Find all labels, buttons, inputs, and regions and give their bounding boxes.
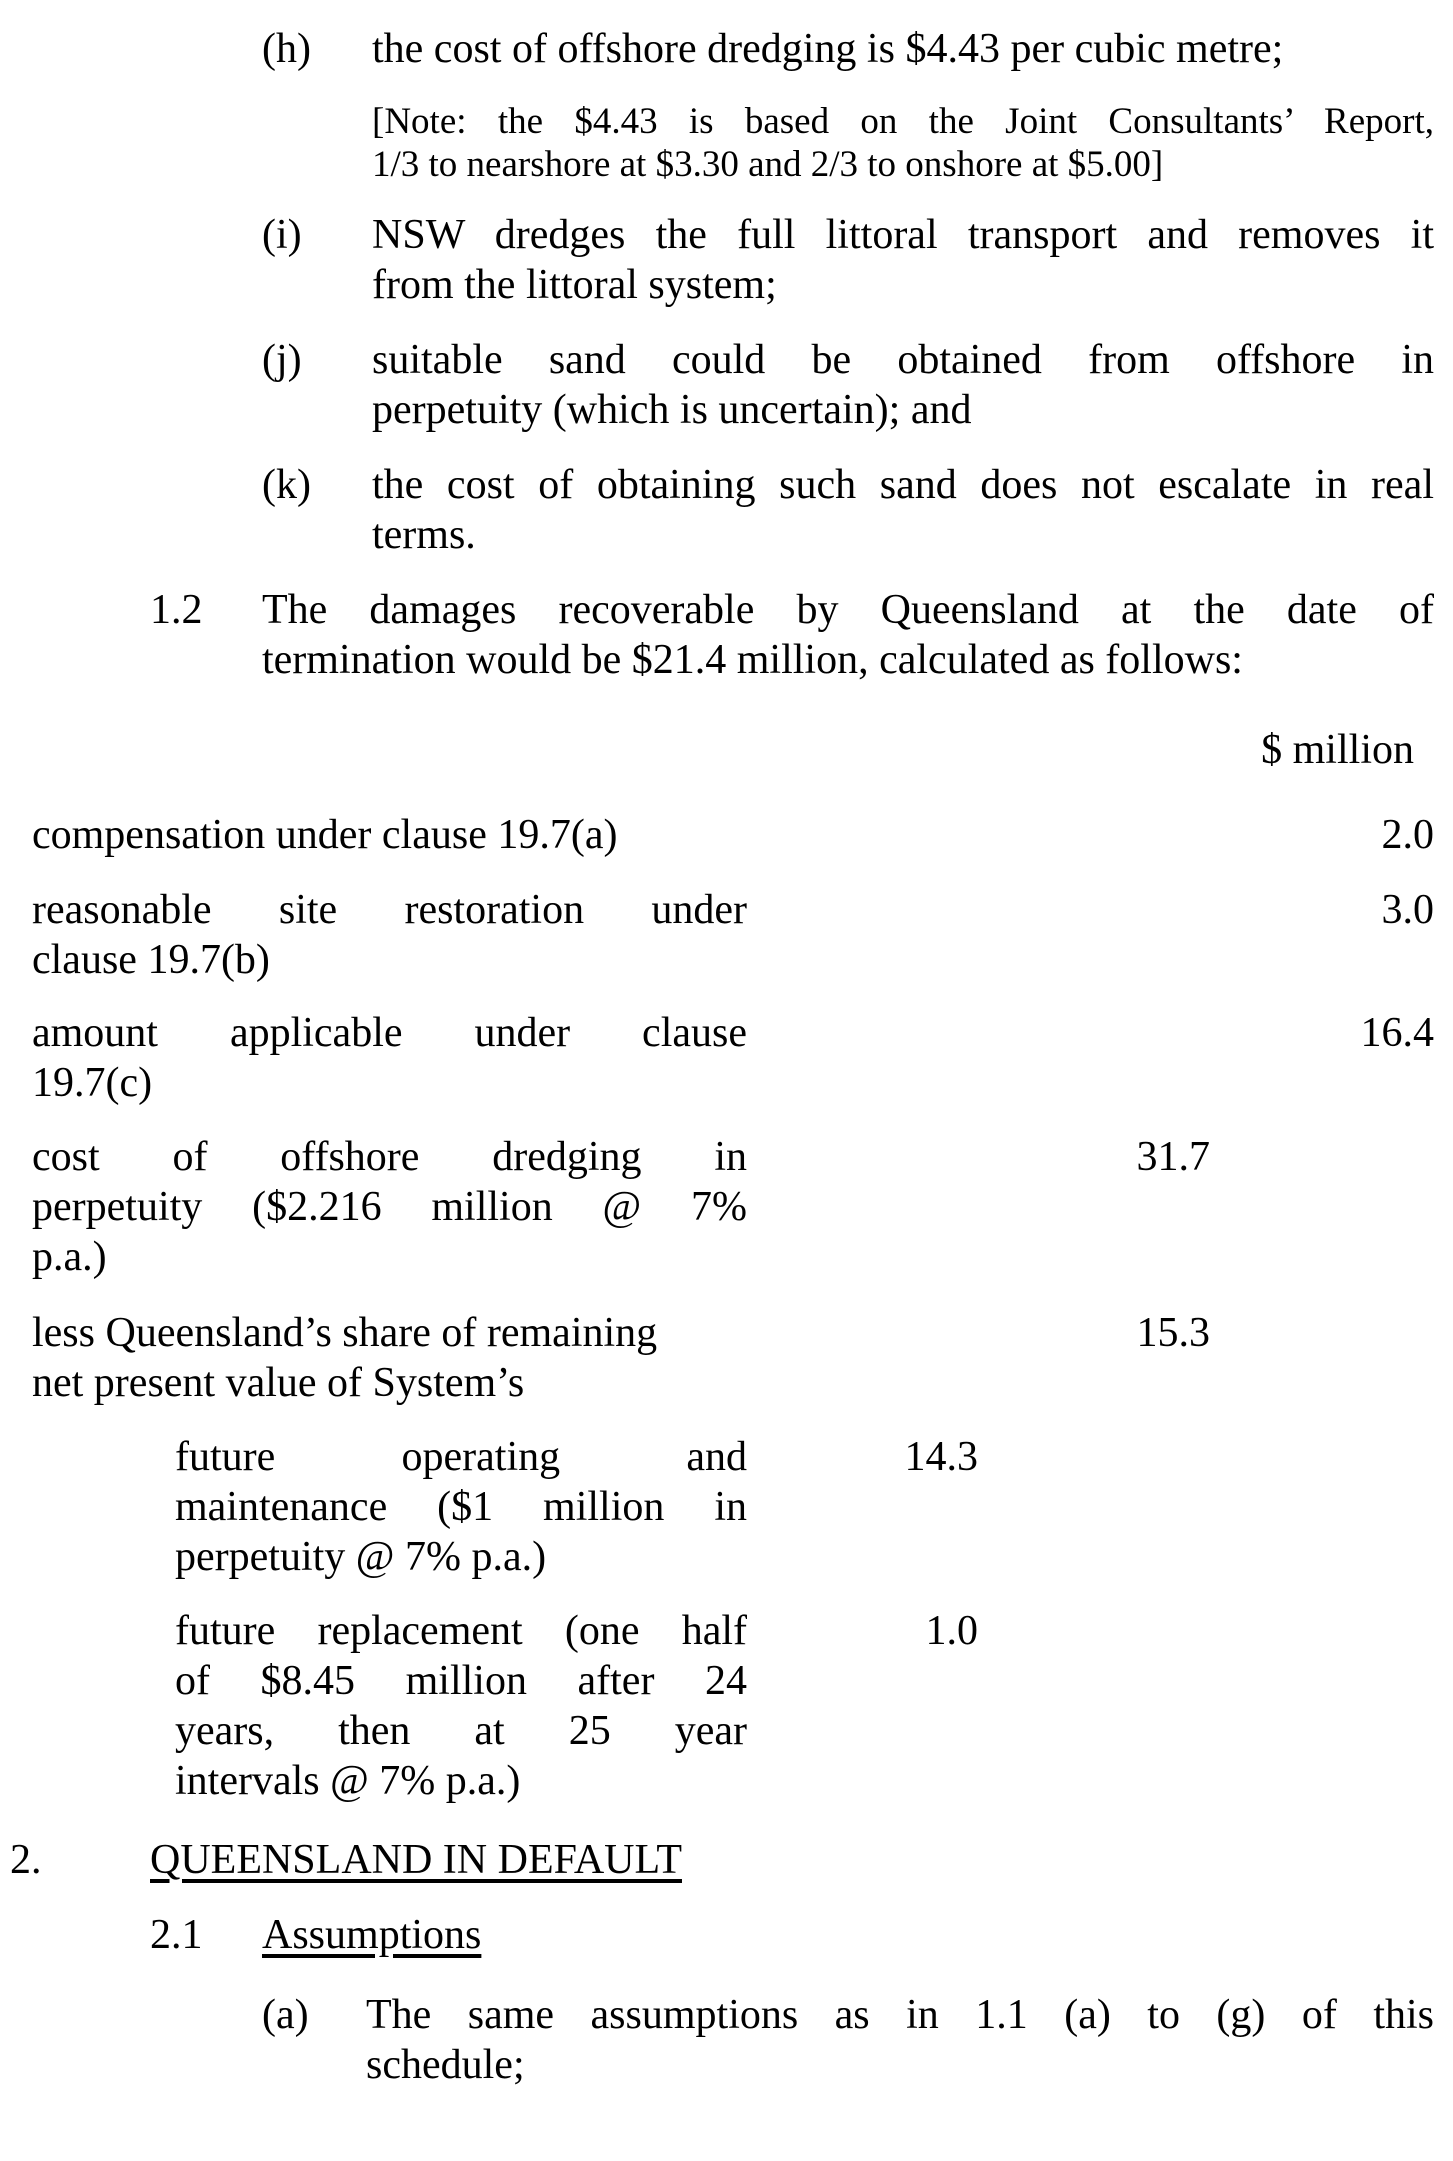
table-row-value-col2: 15.3 bbox=[1136, 1310, 1210, 1356]
item-text-i-line-2: from the littoral system; bbox=[372, 262, 777, 308]
item-text-2-1-a-line-1: The same assumptions as in 1.1 (a) to (g) of this bbox=[366, 1992, 1434, 2038]
item-label-k: (k) bbox=[262, 462, 311, 508]
item-text-2-1-a-line-2: schedule; bbox=[366, 2042, 525, 2088]
note-line-2: 1/3 to nearshore at $3.30 and 2/3 to onshore at $5.00] bbox=[372, 144, 1164, 185]
table-row-value-col3: 2.0 bbox=[1381, 812, 1434, 858]
item-text-h: the cost of offshore dredging is $4.43 per cubic metre; bbox=[372, 26, 1284, 72]
table-subrow-desc-line: maintenance ($1 million in bbox=[175, 1484, 747, 1530]
table-row-desc-line: cost of offshore dredging in bbox=[32, 1134, 747, 1180]
item-label-j: (j) bbox=[262, 337, 302, 383]
table-subrow-desc-line: years, then at 25 year bbox=[175, 1708, 747, 1754]
table-subrow-desc-line: future replacement (one half bbox=[175, 1608, 747, 1654]
item-label-2-1-a: (a) bbox=[262, 1992, 309, 2038]
table-row-desc-line: clause 19.7(b) bbox=[32, 937, 270, 983]
table-subrow-desc-line: future operating and bbox=[175, 1434, 747, 1480]
table-subrow-desc-line: perpetuity @ 7% p.a.) bbox=[175, 1534, 547, 1580]
table-row-value-col2: 31.7 bbox=[1136, 1134, 1210, 1180]
section-1-2-line-1: The damages recoverable by Queensland at the date of bbox=[262, 587, 1434, 633]
item-text-j-line-2: perpetuity (which is uncertain); and bbox=[372, 387, 972, 433]
table-row-value-col3: 3.0 bbox=[1381, 887, 1434, 933]
section-1-2-line-2: termination would be $21.4 million, calculated as follows: bbox=[262, 637, 1243, 683]
table-row-desc-line: perpetuity ($2.216 million @ 7% bbox=[32, 1184, 747, 1230]
table-subrow-desc-line: intervals @ 7% p.a.) bbox=[175, 1758, 521, 1804]
item-text-k-line-1: the cost of obtaining such sand does not escalate in real bbox=[372, 462, 1434, 508]
table-row-value-col1: 14.3 bbox=[904, 1434, 978, 1480]
section-number-2-1: 2.1 bbox=[150, 1912, 203, 1958]
table-row-desc-line: reasonable site restoration under bbox=[32, 887, 747, 933]
table-row-desc-line: 19.7(c) bbox=[32, 1060, 153, 1106]
table-row-value-col1: 1.0 bbox=[925, 1608, 978, 1654]
table-subrow-desc-line: of $8.45 million after 24 bbox=[175, 1658, 747, 1704]
section-2-1-heading: Assumptions bbox=[262, 1912, 482, 1958]
table-row-desc-line: net present value of System’s bbox=[32, 1360, 525, 1406]
section-number-1-2: 1.2 bbox=[150, 587, 203, 633]
item-label-i: (i) bbox=[262, 212, 302, 258]
table-row-desc-line: p.a.) bbox=[32, 1234, 107, 1280]
table-row-desc-line: amount applicable under clause bbox=[32, 1010, 747, 1056]
note-line-1: [Note: the $4.43 is based on the Joint Consultants’ Report, bbox=[372, 101, 1434, 142]
table-unit-header: $ million bbox=[1261, 727, 1414, 773]
item-text-i-line-1: NSW dredges the full littoral transport and removes it bbox=[372, 212, 1434, 258]
section-2-heading: QUEENSLAND IN DEFAULT bbox=[150, 1837, 682, 1883]
item-text-j-line-1: suitable sand could be obtained from offshore in bbox=[372, 337, 1434, 383]
table-row-desc-line: compensation under clause 19.7(a) bbox=[32, 812, 618, 858]
item-text-k-line-2: terms. bbox=[372, 512, 476, 558]
table-row-desc-line: less Queensland’s share of remaining bbox=[32, 1310, 658, 1356]
table-row-value-col3: 16.4 bbox=[1360, 1010, 1434, 1056]
section-number-2: 2. bbox=[10, 1837, 42, 1883]
item-label-h: (h) bbox=[262, 26, 311, 72]
